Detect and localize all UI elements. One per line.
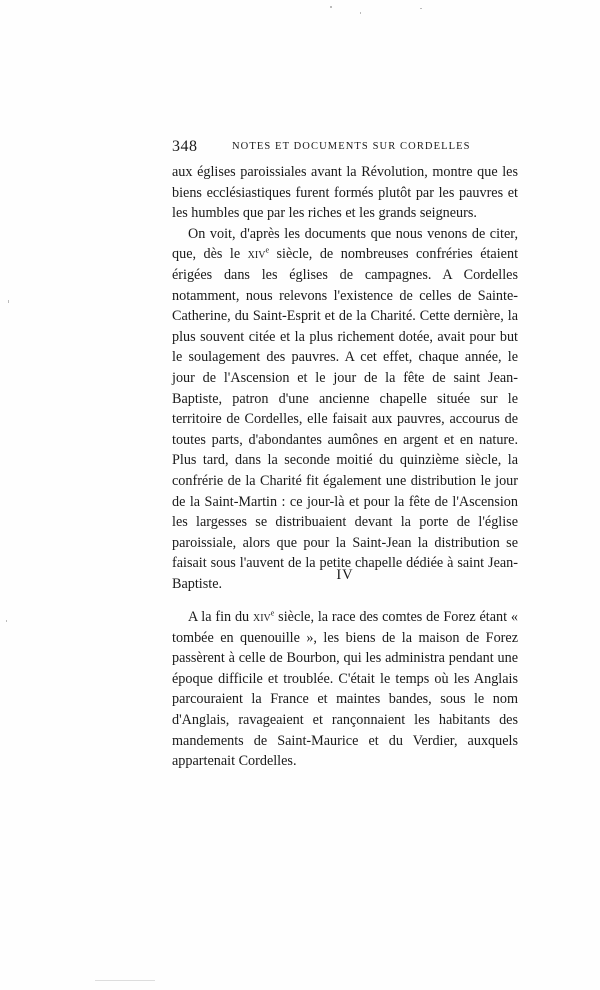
paragraph-3 — [172, 607, 518, 772]
scan-speck — [360, 12, 361, 14]
century-superscript: e — [270, 608, 275, 618]
body-text-upper — [172, 162, 518, 594]
scan-speck — [6, 620, 7, 622]
scan-speck — [95, 980, 155, 981]
century-numeral: xiv — [247, 246, 266, 263]
section-heading: IV — [336, 567, 354, 583]
paragraph-3-rest: siècle, la race des comtes de Forez étant « tombée en quenouille », les biens de la maison de Forez passèrent à celle de Bourbon, qui les administra pendant une époque difficile et troublée. C'était le temps où les Anglais parcouraient la France et maintes bandes, sous le nom d'Anglais, ravageaient et rançonnaient les habitants des mandements de Saint-Maurice et du Verdier, auxquels appartenait Cordelles. — [172, 609, 519, 770]
century-superscript: e — [265, 245, 270, 255]
paragraph-3-start: A la fin du — [188, 609, 253, 625]
paragraph-2 — [172, 224, 518, 595]
paragraph-1: aux églises paroissiales avant la Révolution, montre que les biens ecclésiastiques furent formés plutôt par les pauvres et les humbles que par les riches et les grands seigneurs. — [172, 164, 518, 222]
century-numeral: xiv — [253, 609, 271, 625]
scan-speck — [8, 300, 9, 303]
body-text-lower — [172, 607, 518, 772]
scan-speck — [420, 8, 422, 9]
paragraph-2-start: On voit, d'après les documents que nous venons de citer, que, dès le — [172, 225, 518, 263]
page-number: 348 — [172, 138, 198, 155]
paragraph-2-rest: siècle, de nombreuses confréries étaient érigées dans les églises de campagnes. A Cordelles notamment, nous relevons l'existence de celles de Sainte-Catherine, du Saint-Esprit et de la Charité. Cette dernière, la plus souvent citée et la plus richement dotée, avait pour but le soulagement des pauvres. A cet effet, chaque année, le jour de l'Ascension et le jour de la fête de saint Jean-Baptiste, patron d'une ancienne chapelle située sur le territoire de Cordelles, elle faisait aux pauvres, accourus de toutes parts, d'abondantes aumônes en argent et en nature. Plus tard, dans la seconde moitié du quinzième siècle, la confrérie de la Charité fit également une distribution le jour de la Saint-Martin : ce jour-là et pour la fête de l'Ascension les largesses se distribuaient devant la porte de l'église paroissiale, alors que pour la Saint-Jean la distribution se faisait sous l'auvent de la petite chapelle dédiée à saint Jean-Baptiste. — [172, 246, 519, 592]
scan-speck — [330, 6, 332, 8]
running-head-title: NOTES ET DOCUMENTS SUR CORDELLES — [232, 141, 471, 152]
running-head — [172, 138, 518, 160]
